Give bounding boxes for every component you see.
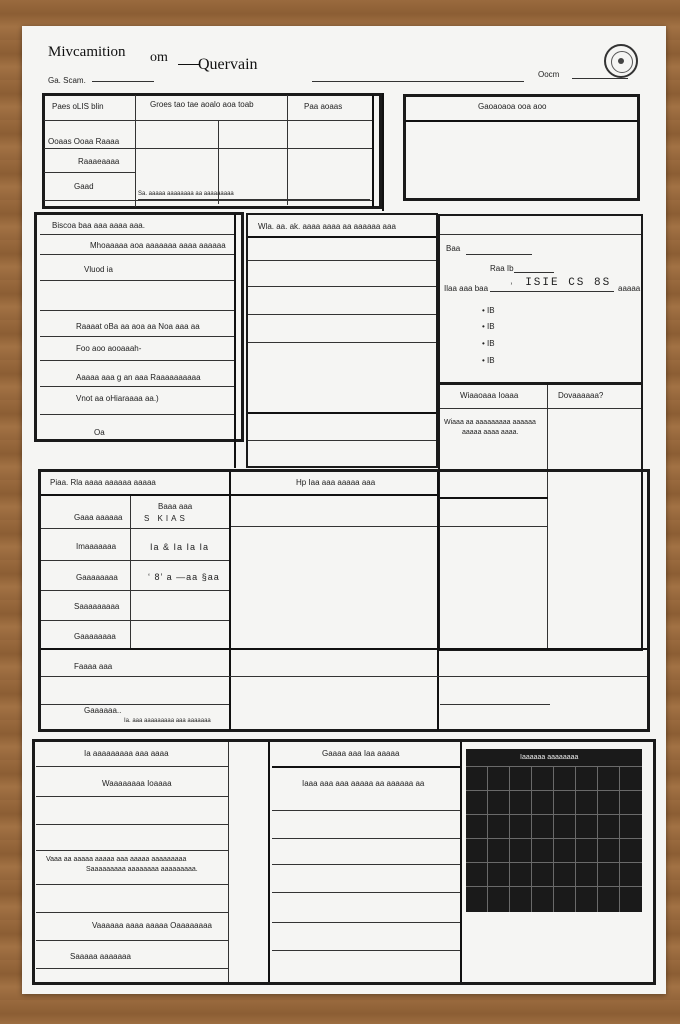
middle-form-col2-header: Hp Iaa aaa aaaaa aaa: [296, 478, 376, 487]
left-row: Foo aoo aooaaah-: [76, 344, 142, 353]
field-right-label: Oocm: [538, 70, 560, 79]
left-row: Vnot aa oHiaraaaa aa.): [76, 394, 159, 403]
right-lower-desc-2: aaaaa aaaa aaaa.: [462, 429, 519, 436]
box1-footer-note: Sa. aaaaa aaaaaaaa aa aaaaaaaaa: [138, 191, 234, 197]
bottom-box2-title: Gaaaa aaa Iaa aaaaa: [322, 749, 400, 758]
box1-row-label: Paes oLIS blin: [52, 102, 104, 111]
right-bullet: • IB: [482, 356, 495, 365]
form-row-label: Gaaaaaaaa: [76, 573, 118, 582]
middle-form-subheader-1: Baaa aaa: [158, 502, 193, 511]
bottom-box1-row-2: Saaaaa aaaaaaa: [70, 952, 131, 961]
box1-row-label: Ooaas Ooaa Raaaa: [48, 137, 120, 146]
middle-form-header: Piaa. Rla aaaa aaaaaa aaaaa: [50, 478, 156, 487]
right-value: ˒ ISIE CS 8S: [508, 277, 612, 289]
bottom-box1-note-2: Saaaaaaaaa aaaaaaaa aaaaaaaaa.: [86, 866, 198, 873]
field-left-label: Ga. Scam.: [48, 76, 86, 85]
title-left: Mivcamition: [48, 44, 126, 60]
form-row-label: Gaaa aaaaaa: [74, 513, 123, 522]
calendar-grid-title: Iaaaaaa aaaaaaaa: [520, 754, 579, 761]
middle-form-subheader-2: S KIAS: [144, 514, 188, 523]
box1-row-label: Gaad: [74, 182, 94, 191]
left-row: Vluod ia: [84, 265, 113, 274]
field-right-line[interactable]: [572, 78, 628, 79]
bottom-box1-row-1: Vaaaaaa aaaa aaaaa Oaaaaaaaa: [92, 921, 212, 930]
bottom-box1-title: Ia aaaaaaaaa aaa aaaa: [84, 749, 169, 758]
title-dash: [178, 64, 200, 65]
right-bullet: • IB: [482, 339, 495, 348]
form-footer-label: Faaaa aaa: [74, 662, 113, 671]
left-row: Biscoa baa aaa aaaa aaa.: [52, 221, 145, 230]
middle-list-block: [246, 213, 438, 468]
title-right: Quervain: [198, 56, 258, 73]
bottom-box1-sub: Waaaaaaaa Ioaaaa: [102, 779, 172, 788]
right-line-3: Ilaa aaa baa: [444, 284, 489, 293]
left-row: Raaaat oBa aa aoa aa Noa aaa aa: [76, 322, 200, 331]
right-lower-head-2: Dovaaaaaa?: [558, 391, 604, 400]
left-row: Oa: [94, 428, 105, 437]
box1-col-header-2: Paa aoaas: [304, 102, 343, 111]
field-mid-line[interactable]: [312, 81, 524, 82]
form-row-label: Imaaaaaaa: [76, 542, 117, 551]
form-row-value[interactable]: ‘ 8’ a —aa §aa: [148, 572, 220, 582]
form-footer-label: Gaaaaaa..: [84, 706, 122, 715]
right-lower-desc-1: Wiaaa aa aaaaaaaaa aaaaaa: [444, 419, 536, 426]
right-line-2: Raa Ib: [490, 264, 514, 273]
right-detail-block: [438, 214, 643, 384]
form-row-label: Gaaaaaaaa: [74, 632, 116, 641]
form-row-label: Saaaaaaaaa: [74, 602, 120, 611]
bottom-box2-sub: Iaaa aaa aaa aaaaa aa aaaaaa aa: [302, 779, 425, 788]
form-footer-note: Ia. aaa aaaaaaaaa aaa aaaaaaa: [124, 718, 211, 724]
right-line-3-end: aaaaa: [618, 284, 641, 293]
seal-stamp-icon: [604, 44, 638, 78]
box1-col-header: Groes tao tae aoalo aoa toab: [150, 100, 254, 109]
right-bullet: • IB: [482, 306, 495, 315]
left-row: Aaaaa aaa g an aaa Raaaaaaaaaa: [76, 373, 201, 382]
form-row-value[interactable]: Ia & Ia Ia Ia: [150, 542, 210, 552]
right-line-1: Baa: [446, 244, 461, 253]
right-bullet: • IB: [482, 322, 495, 331]
right-lower-head-1: Wiaaoaaa Ioaaa: [460, 391, 519, 400]
side-summary-title: Gaoaoaoa ooa aoo: [478, 102, 547, 111]
title-mid: om: [150, 50, 168, 65]
field-left-line[interactable]: [92, 81, 154, 82]
bottom-box1-note-1: Vaaa aa aaaaa aaaaa aaa aaaaa aaaaaaaaa: [46, 856, 187, 863]
calendar-grid: [466, 749, 642, 912]
left-row: Mhoaaaaa aoa aaaaaaa aaaa aaaaaa: [90, 241, 226, 250]
box1-row-label: Raaaeaaaa: [78, 157, 120, 166]
middle-list-title: Wla. aa. ak. aaaa aaaa aa aaaaaa aaa: [258, 222, 396, 231]
